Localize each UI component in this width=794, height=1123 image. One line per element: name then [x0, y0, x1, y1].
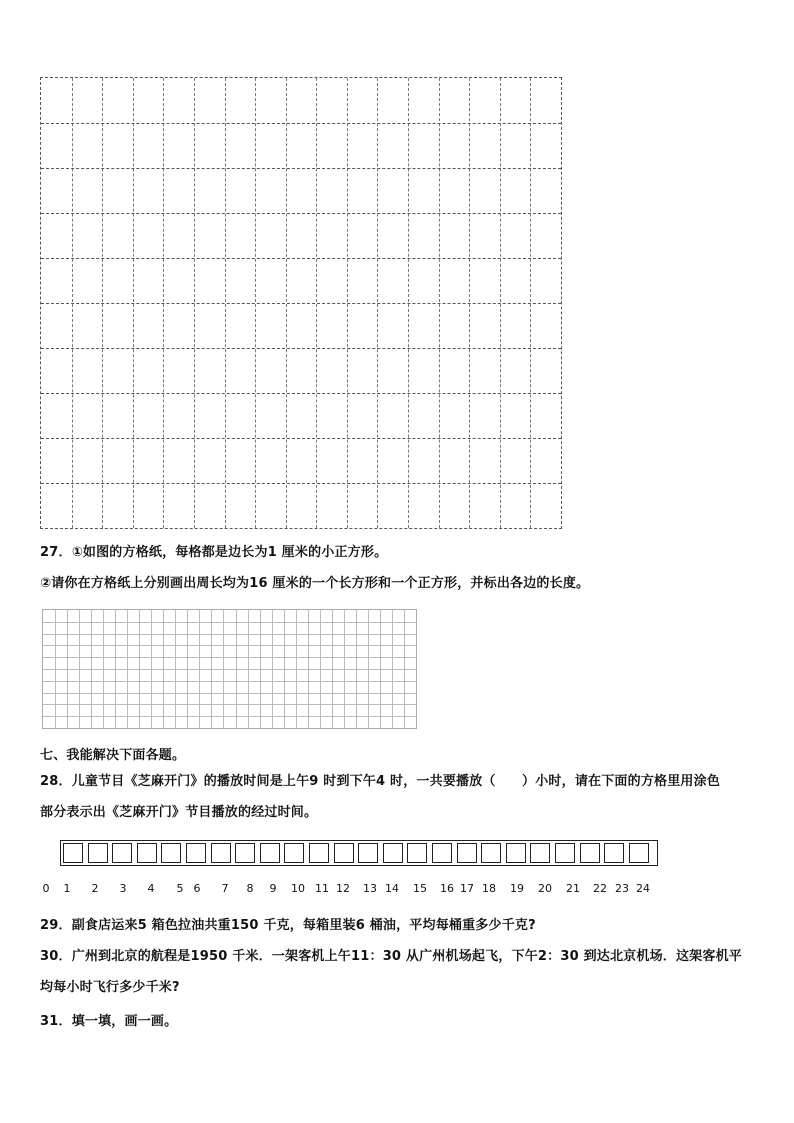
large-grid-paper: [40, 77, 562, 529]
q28-line2: 部分表示出《芝麻开门》节目播放的经过时间。: [40, 805, 318, 820]
grid-line: [43, 634, 416, 635]
time-cell[interactable]: [186, 843, 206, 863]
q30-line1: 30．广州到北京的航程是1950 千米．一架客机上午11：30 从广州机场起飞，下午2：30 到达北京机场．这架客机平: [40, 949, 742, 964]
grid-line: [43, 681, 416, 682]
time-tick-label: 12: [336, 882, 350, 895]
grid-line: [43, 622, 416, 623]
time-cell[interactable]: [580, 843, 600, 863]
time-tick-label: 20: [538, 882, 552, 895]
time-cell[interactable]: [284, 843, 304, 863]
time-cell[interactable]: [407, 843, 427, 863]
time-cell[interactable]: [112, 843, 132, 863]
grid-line: [41, 483, 561, 484]
time-tick-label: 8: [246, 882, 254, 895]
q31-text: 31．填一填，画一画。: [40, 1014, 178, 1029]
time-tick-label: 0: [42, 882, 50, 895]
time-tick-label: 1: [63, 882, 71, 895]
time-tick-label: 7: [221, 882, 229, 895]
time-tick-label: 15: [413, 882, 427, 895]
q29-text: 29．副食店运来5 箱色拉油共重150 千克，每箱里装6 桶油，平均每桶重多少千克?: [40, 918, 536, 933]
time-cell[interactable]: [555, 843, 575, 863]
time-cell[interactable]: [530, 843, 550, 863]
time-cell[interactable]: [88, 843, 108, 863]
grid-line: [41, 303, 561, 304]
time-tick-label: 3: [119, 882, 127, 895]
time-cell[interactable]: [260, 843, 280, 863]
time-tick-label: 10: [291, 882, 305, 895]
grid-line: [41, 168, 561, 169]
grid-line: [43, 704, 416, 705]
grid-line: [41, 123, 561, 124]
time-tick-label: 9: [269, 882, 277, 895]
time-tick-label: 4: [147, 882, 155, 895]
time-cell[interactable]: [604, 843, 624, 863]
time-tick-label: 2: [91, 882, 99, 895]
time-tick-label: 14: [385, 882, 399, 895]
grid-line: [41, 438, 561, 439]
time-cell[interactable]: [235, 843, 255, 863]
time-cell[interactable]: [506, 843, 526, 863]
grid-line: [43, 657, 416, 658]
q30-line2: 均每小时飞行多少千米?: [40, 980, 180, 995]
grid-line: [43, 669, 416, 670]
grid-line: [41, 348, 561, 349]
time-cell[interactable]: [309, 843, 329, 863]
time-tick-label: 23: [615, 882, 629, 895]
time-tick-label: 16: [440, 882, 454, 895]
grid-line: [43, 645, 416, 646]
time-cell[interactable]: [457, 843, 477, 863]
q27-line2: ②请你在方格纸上分别画出周长均为16 厘米的一个长方形和一个正方形，并标出各边的长度。: [40, 576, 590, 591]
time-tick-label: 11: [315, 882, 329, 895]
time-tick-label: 21: [566, 882, 580, 895]
time-cell[interactable]: [137, 843, 157, 863]
q28-line1: 28．儿童节目《芝麻开门》的播放时间是上午9 时到下午4 时，一共要播放（ ）小时，请在下面的方格里用涂色: [40, 774, 721, 789]
small-grid-paper: [42, 609, 417, 729]
time-tick-label: 18: [482, 882, 496, 895]
grid-line: [41, 393, 561, 394]
time-cell[interactable]: [63, 843, 83, 863]
time-tick-label: 6: [193, 882, 201, 895]
time-tick-label: 13: [363, 882, 377, 895]
time-tick-label: 24: [636, 882, 650, 895]
time-cell[interactable]: [358, 843, 378, 863]
grid-line: [43, 693, 416, 694]
grid-line: [41, 258, 561, 259]
grid-line: [41, 213, 561, 214]
time-tick-label: 17: [460, 882, 474, 895]
time-grid: [60, 840, 658, 866]
time-cell[interactable]: [629, 843, 649, 863]
time-cell[interactable]: [383, 843, 403, 863]
time-cell[interactable]: [211, 843, 231, 863]
time-tick-label: 22: [593, 882, 607, 895]
time-cell[interactable]: [334, 843, 354, 863]
time-cell[interactable]: [481, 843, 501, 863]
time-cell[interactable]: [161, 843, 181, 863]
time-tick-label: 19: [510, 882, 524, 895]
time-cell[interactable]: [432, 843, 452, 863]
grid-line: [43, 716, 416, 717]
time-tick-label: 5: [176, 882, 184, 895]
section7-title: 七、我能解决下面各题。: [40, 748, 186, 763]
q27-line1: 27．①如图的方格纸，每格都是边长为1 厘米的小正方形。: [40, 545, 388, 560]
